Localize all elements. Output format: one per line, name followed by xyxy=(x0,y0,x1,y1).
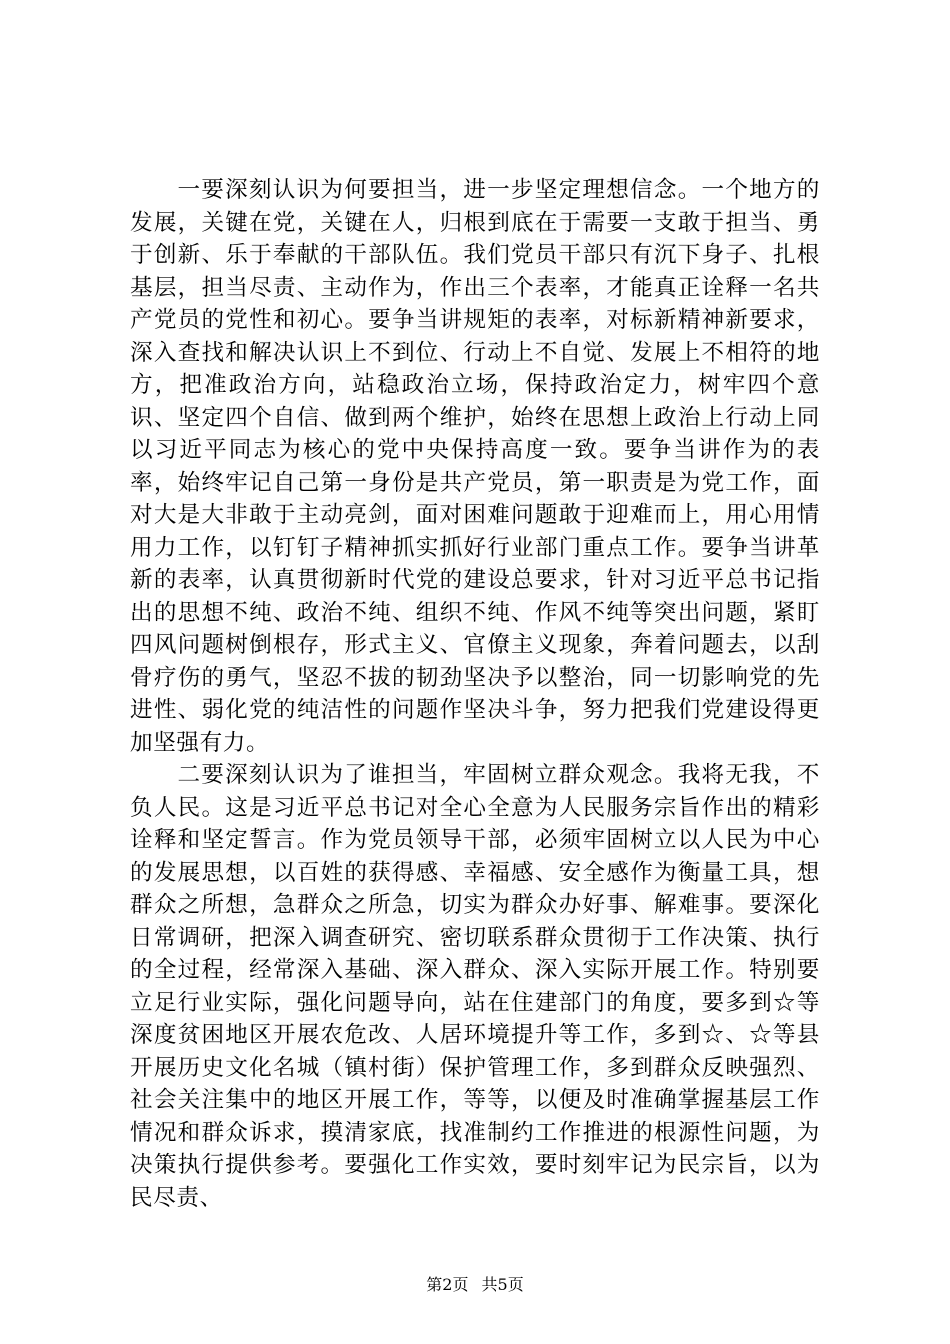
page-footer xyxy=(0,1272,950,1295)
page-number: 第2页 xyxy=(426,1275,469,1294)
paragraph-2: 二要深刻认识为了谁担当，牢固树立群众观念。我将无我，不负人民。这是习近平总书记对全心全意为人民服务宗旨作出的精彩诠释和坚定誓言。作为党员领导干部，必须牢固树立以人民为中心的发展思想，以百姓的获得感、幸福感、安全感作为衡量工具，想群众之所想，急群众之所急，切实为群众办好事、解难事。要深化日常调研，把深入调查研究、密切联系群众贯彻于工作决策、执行的全过程，经常深入基础、深入群众、深入实际开展工作。特别要立足行业实际，强化问题导向，站在住建部门的角度，要多到☆等深度贫困地区开展农危改、人居环境提升等工作，多到☆、☆等县开展历史文化名城（镇村街）保护管理工作，多到群众反映强烈、社会关注集中的地区开展工作，等等，以便及时准确掌握基层工作情况和群众诉求，摸清家底，找准制约工作推进的根源性问题，为决策执行提供参考。要强化工作实效，要时刻牢记为民宗旨，以为民尽责、 xyxy=(130,762,820,1211)
page-total: 共5页 xyxy=(481,1275,524,1294)
document-body xyxy=(130,174,820,1214)
paragraph-1: 一要深刻认识为何要担当，进一步坚定理想信念。一个地方的发展，关键在党，关键在人，归根到底在于需要一支敢于担当、勇于创新、乐于奉献的干部队伍。我们党员干部只有沉下身子、扎根基层，担当尽责、主动作为，作出三个表率，才能真正诠释一名共产党员的党性和初心。要争当讲规矩的表率，对标新精神新要求，深入查找和解决认识上不到位、行动上不自觉、发展上不相符的地方，把准政治方向，站稳政治立场，保持政治定力，树牢四个意识、坚定四个自信、做到两个维护，始终在思想上政治上行动上同以习近平同志为核心的党中央保持高度一致。要争当讲作为的表率，始终牢记自己第一身份是共产党员，第一职责是为党工作，面对大是大非敢于主动亮剑，面对困难问题敢于迎难而上，用心用情用力工作，以钉钉子精神抓实抓好行业部门重点工作。要争当讲革新的表率，认真贯彻新时代党的建设总要求，针对习近平总书记指出的思想不纯、政治不纯、组织不纯、作风不纯等突出问题，紧盯四风问题树倒根存，形式主义、官僚主义现象，奔着问题去，以刮骨疗伤的勇气，坚忍不拔的韧劲坚决予以整治，同一切影响党的先进性、弱化党的纯洁性的问题作坚决斗争，努力把我们党建设得更加坚强有力。 xyxy=(130,177,820,756)
